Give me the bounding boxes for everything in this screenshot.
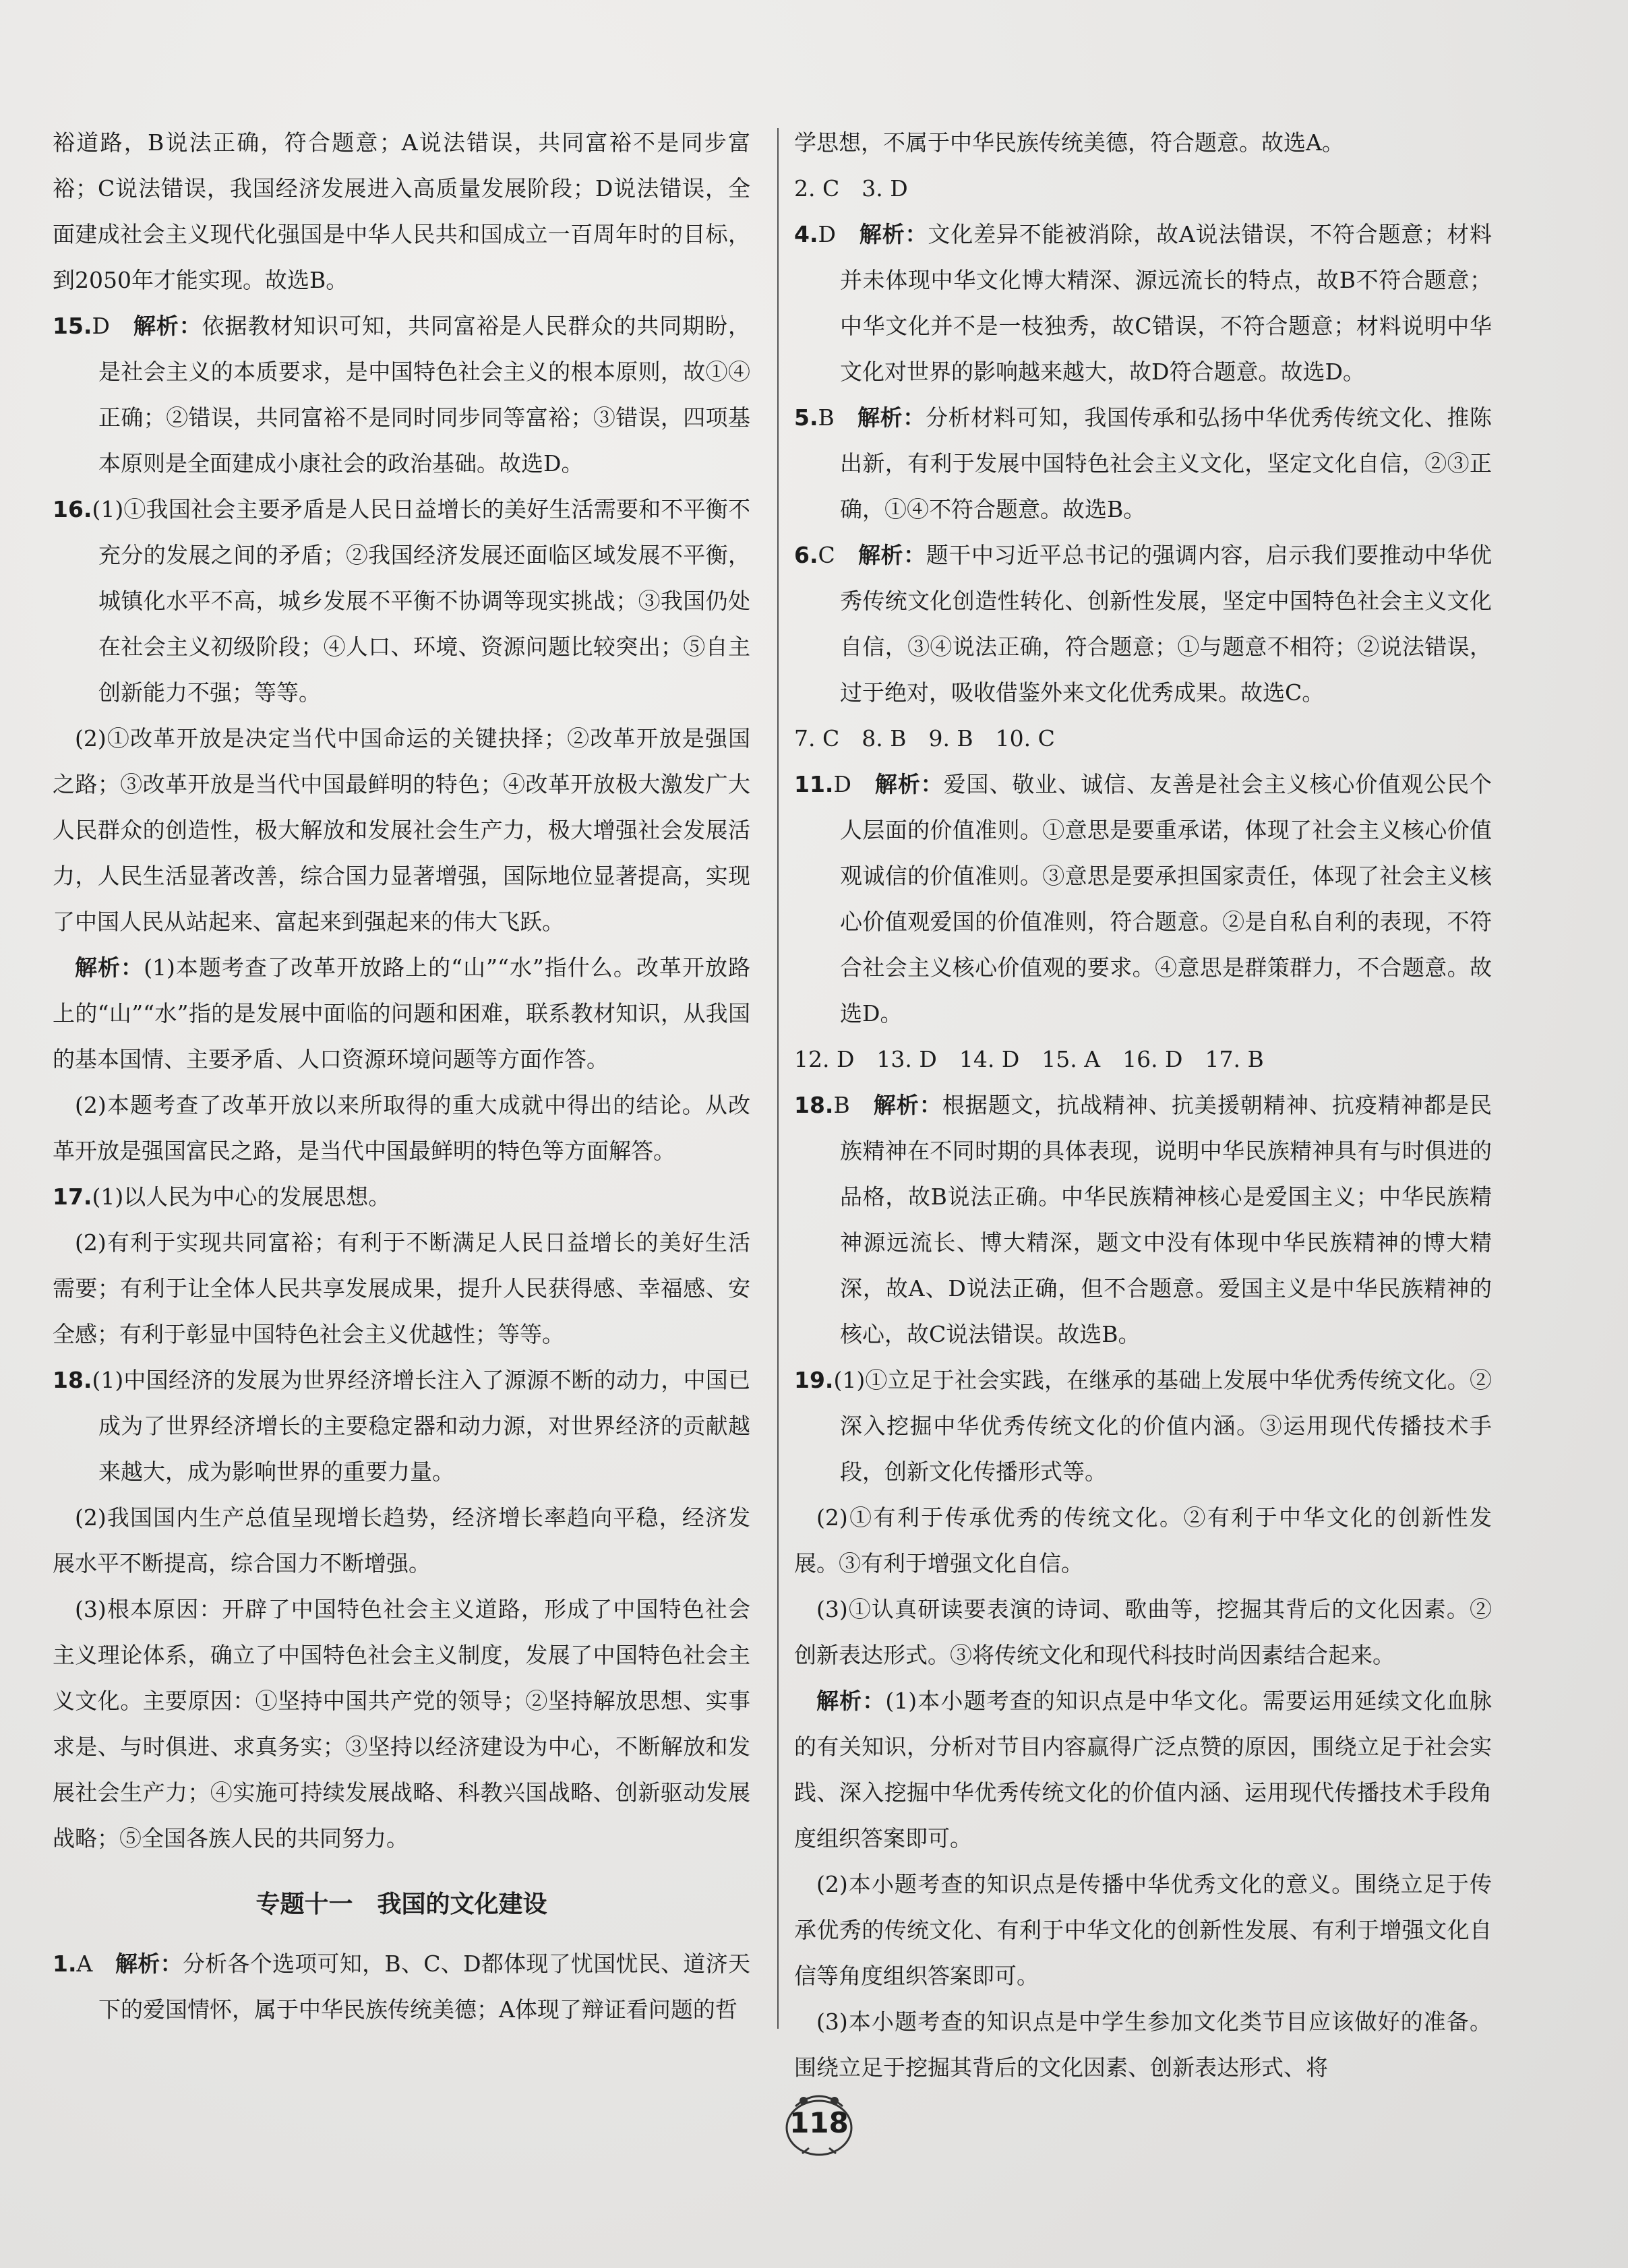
answer-17-part2: (2)有利于实现共同富裕；有利于不断满足人民日益增长的美好生活需要；有利于让全体人民共享发展成果，提升人民获得感、幸福感、安全感；有利于彰显中国特色社会主义优越性；等等。	[53, 1229, 750, 1347]
analysis-label: 解析：	[859, 221, 928, 247]
analysis-text: 爱国、敬业、诚信、友善是社会主义核心价值观公民个人层面的价值准则。①意思是要重承诺，体现了社会主义核心价值观诚信的价值准则。③意思是要承担国家责任，体现了社会主义核心价值观爱国的价值准则，符合题意。②是自私自利的表现，不符合社会主义核心价值观的要求。④意思是群策群力，不合题意。故选D。	[840, 771, 1493, 1026]
page-footer	[782, 2086, 856, 2160]
analysis-label: 解析：	[816, 1688, 886, 1714]
answers-2-3: 2. C 3. D	[794, 175, 908, 202]
answer-6	[794, 532, 1492, 716]
right-column	[794, 120, 1492, 2091]
question-number: 18.	[794, 1092, 834, 1118]
page-number: 118	[789, 2106, 849, 2139]
question-number: 6.	[794, 542, 818, 568]
answer-19-part3: (3)①认真研读要表演的诗词、歌曲等，挖掘其背后的文化因素。②创新表达形式。③将传统文化和现代科技时尚因素结合起来。	[794, 1596, 1492, 1668]
answer-18	[794, 1082, 1492, 1357]
answer-16-analysis2: (2)本题考查了改革开放以来所取得的重大成就中得出的结论。从改革开放是强国富民之路，是当代中国最鲜明的特色等方面解答。	[53, 1092, 750, 1164]
answer-19-analysis1	[794, 1678, 1492, 1862]
answer-choice: D	[818, 221, 836, 247]
answer-choice: D	[833, 771, 851, 797]
analysis-text: 题干中习近平总书记的强调内容，启示我们要推动中华优秀传统文化创造性转化、创新性发展，坚定中国特色社会主义文化自信，③④说法正确，符合题意；①与题意不相符；②说法错误，过于绝对，吸收借鉴外来文化优秀成果。故选C。	[840, 542, 1493, 706]
answer-17-part1	[53, 1174, 750, 1220]
answer-choice: A	[76, 1951, 93, 1977]
answer-1	[53, 1941, 750, 2033]
paragraph: 学思想，不属于中华民族传统美德，符合题意。故选A。	[794, 129, 1344, 156]
answer-18-part2: (2)我国国内生产总值呈现增长趋势，经济增长率趋向平稳，经济发展水平不断提高，综合国力不断增强。	[53, 1504, 750, 1576]
analysis-label: 解析：	[115, 1951, 183, 1977]
analysis-label: 解析：	[873, 1092, 942, 1118]
answer-text: (1)中国经济的发展为世界经济增长注入了源源不断的动力，中国已成为了世界经济增长的主要稳定器和动力源，对世界经济的贡献越来越大，成为影响世界的重要力量。	[92, 1367, 750, 1485]
answer-19-part1	[794, 1357, 1492, 1495]
question-number: 4.	[794, 221, 818, 247]
question-number: 17.	[53, 1184, 92, 1210]
paragraph: 裕道路，B说法正确，符合题意；A说法错误，共同富裕不是同步富裕；C说法错误，我国经济发展进入高质量发展阶段；D说法错误，全面建成社会主义现代化强国是中华人民共和国成立一百周年时的目标，到2050年才能实现。故选B。	[53, 129, 750, 293]
answer-4	[794, 212, 1492, 395]
analysis-text: 文化差异不能被消除，故A说法错误，不符合题意；材料并未体现中华文化博大精深、源远流长的特点，故B不符合题意；中华文化并不是一枝独秀，故C错误，不符合题意；材料说明中华文化对世界的影响越来越大，故D符合题意。故选D。	[840, 221, 1493, 385]
answer-18-part3: (3)根本原因：开辟了中国特色社会主义道路，形成了中国特色社会主义理论体系，确立了中国特色社会主义制度，发展了中国特色社会主义文化。主要原因：①坚持中国共产党的领导；②坚持解放思想、实事求是、与时俱进、求真务实；③坚持以经济建设为中心，不断解放和发展社会生产力；④实施可持续发展战略、科教兴国战略、创新驱动发展战略；⑤全国各族人民的共同努力。	[53, 1596, 750, 1851]
answer-11	[794, 762, 1492, 1037]
column-divider	[777, 128, 779, 2029]
answer-text: (1)①我国社会主要矛盾是人民日益增长的美好生活需要和不平衡不充分的发展之间的矛盾；②我国经济发展还面临区域发展不平衡，城镇化水平不高，城乡发展不平衡不协调等现实挑战；③我国仍处在社会主义初级阶段；④人口、环境、资源问题比较突出；⑤自主创新能力不强；等等。	[92, 496, 750, 706]
answer-16-part1	[53, 487, 750, 716]
answer-text: (1)以人民为中心的发展思想。	[92, 1184, 391, 1210]
question-number: 15.	[53, 313, 92, 339]
analysis-label: 解析：	[133, 313, 202, 339]
answers-7-10: 7. C 8. B 9. B 10. C	[794, 725, 1055, 752]
answers-12-17: 12. D 13. D 14. D 15. A 16. D 17. B	[794, 1046, 1264, 1072]
answer-choice: C	[818, 542, 835, 568]
analysis-text: (1)本小题考查的知识点是中华文化。需要运用延续文化血脉的有关知识，分析对节目内容赢得广泛点赞的原因，围绕立足于社会实践、深入挖掘中华优秀传统文化的价值内涵、运用现代传播技术手段角度组织答案即可。	[794, 1688, 1493, 1851]
answer-19-analysis2: (2)本小题考查的知识点是传播中华优秀文化的意义。围绕立足于传承优秀的传统文化、有利于中华文化的创新性发展、有利于增强文化自信等角度组织答案即可。	[794, 1871, 1492, 1989]
question-number: 5.	[794, 404, 818, 431]
analysis-text: 分析材料可知，我国传承和弘扬中华优秀传统文化、推陈出新，有利于发展中国特色社会主义文化，坚定文化自信，②③正确，①④不符合题意。故选B。	[840, 404, 1493, 522]
answer-16-part2: (2)①改革开放是决定当代中国命运的关键抉择；②改革开放是强国之路；③改革开放是当代中国最鲜明的特色；④改革开放极大激发广大人民群众的创造性，极大解放和发展社会生产力，极大增强社会发展活力，人民生活显著改善，综合国力显著增强，国际地位显著提高，实现了中国人民从站起来、富起来到强起来的伟大飞跃。	[53, 725, 750, 935]
answer-choice: B	[833, 1092, 850, 1118]
question-number: 1.	[53, 1951, 77, 1977]
question-number: 16.	[53, 496, 92, 522]
answer-15	[53, 303, 750, 487]
answer-text: (1)①立足于社会实践，在继承的基础上发展中华优秀传统文化。②深入挖掘中华优秀传统文化的价值内涵。③运用现代传播技术手段，创新文化传播形式等。	[833, 1367, 1492, 1485]
answer-5	[794, 395, 1492, 532]
analysis-label: 解析：	[857, 542, 926, 568]
analysis-text: 依据教材知识可知，共同富裕是人民群众的共同期盼，是社会主义的本质要求，是中国特色社会主义的根本原则，故①④正确；②错误，共同富裕不是同时同步同等富裕；③错误，四项基本原则是全面建成小康社会的政治基础。故选D。	[98, 313, 751, 477]
answer-19-analysis3: (3)本小题考查的知识点是中学生参加文化类节目应该做好的准备。围绕立足于挖掘其背后的文化因素、创新表达形式、将	[794, 2009, 1492, 2081]
analysis-label: 解析：	[874, 771, 944, 797]
question-number: 19.	[794, 1367, 834, 1393]
left-column	[53, 120, 750, 2033]
answer-19-part2: (2)①有利于传承优秀的传统文化。②有利于中华文化的创新性发展。③有利于增强文化自信。	[794, 1504, 1492, 1576]
answer-choice: B	[818, 404, 835, 431]
section-heading: 专题十一 我国的文化建设	[255, 1891, 547, 1918]
answer-choice: D	[92, 313, 110, 339]
answer-18-part1	[53, 1357, 750, 1495]
answer-16-analysis1	[53, 945, 750, 1082]
analysis-label: 解析：	[857, 404, 926, 431]
analysis-text: 根据题文，抗战精神、抗美援朝精神、抗疫精神都是民族精神在不同时期的具体表现，说明中华民族精神具有与时俱进的品格，故B说法正确。中华民族精神核心是爱国主义；中华民族精神源远流长、博大精深，题文中没有体现中华民族精神的博大精深，故A、D说法正确，但不合题意。爱国主义是中华民族精神的核心，故C说法错误。故选B。	[840, 1092, 1493, 1347]
question-number: 11.	[794, 771, 834, 797]
analysis-label: 解析：	[75, 954, 144, 981]
analysis-text: (1)本题考查了改革开放路上的“山”“水”指什么。改革开放路上的“山”“水”指的是发展中面临的问题和困难，联系教材知识，从我国的基本国情、主要矛盾、人口资源环境问题等方面作答。	[53, 954, 751, 1072]
analysis-text: 分析各个选项可知，B、C、D都体现了忧国忧民、道济天下的爱国情怀，属于中华民族传统美德；A体现了辩证看问题的哲	[98, 1951, 751, 2023]
question-number: 18.	[53, 1367, 92, 1393]
